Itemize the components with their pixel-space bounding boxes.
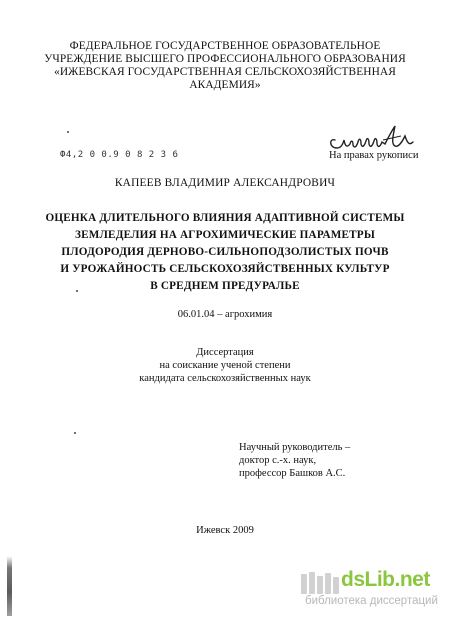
organization-line: УЧРЕЖДЕНИЕ ВЫСШЕГО ПРОФЕССИОНАЛЬНОГО ОБРАЗОВАНИЯ	[44, 53, 406, 65]
supervisor-line: доктор с.-х. наук,	[239, 455, 317, 466]
watermark-logo: dsLib.net	[341, 568, 430, 591]
organization-line: АКАДЕМИЯ»	[189, 79, 261, 91]
library-stamp-number: Ф4,2 0 0.9 0 8 2 3 6	[60, 150, 179, 160]
title-line: И УРОЖАЙНОСТЬ СЕЛЬСКОХОЗЯЙСТВЕННЫХ КУЛЬТУР	[60, 263, 390, 275]
book-stack-icon	[297, 570, 345, 596]
organization-line: «ИЖЕВСКАЯ ГОСУДАРСТВЕННАЯ СЕЛЬСКОХОЗЯЙСТВЕННАЯ	[54, 66, 396, 78]
organization-line: ФЕДЕРАЛЬНОЕ ГОСУДАРСТВЕННОЕ ОБРАЗОВАТЕЛЬНОЕ	[69, 40, 381, 52]
author-name: КАПЕЕВ ВЛАДИМИР АЛЕКСАНДРОВИЧ	[114, 177, 336, 189]
supervisor-line: Научный руководитель –	[239, 442, 351, 453]
scan-speck	[74, 432, 76, 434]
title-line: ЗЕМЛЕДЕЛИЯ НА АГРОХИМИЧЕСКИЕ ПАРАМЕТРЫ	[74, 229, 376, 241]
rights-note: На правах рукописи	[329, 150, 419, 161]
dissertation-title	[0, 210, 450, 295]
degree-line: на соискание ученой степени	[159, 360, 291, 371]
watermark	[297, 568, 447, 618]
specialty-code: 06.01.04 – агрохимия	[177, 309, 273, 320]
degree-line: Диссертация	[196, 347, 254, 358]
title-line: В СРЕДНЕМ ПРЕДУРАЛЬЕ	[150, 280, 300, 292]
scan-edge-mark	[7, 556, 12, 616]
degree-line: кандидата сельскохозяйственных наук	[139, 373, 311, 384]
organization-header	[0, 40, 450, 92]
supervisor-block	[239, 441, 350, 480]
scan-speck	[67, 131, 69, 133]
title-line: ОЦЕНКА ДЛИТЕЛЬНОГО ВЛИЯНИЯ АДАПТИВНОЙ СИСТЕМЫ	[45, 212, 405, 224]
place-and-year: Ижевск 2009	[196, 525, 254, 536]
watermark-tagline: библиотека диссертаций	[305, 595, 438, 607]
supervisor-line: профессор Башков А.С.	[239, 468, 346, 479]
title-line: ПЛОДОРОДИЯ ДЕРНОВО-СИЛЬНОПОДЗОЛИСТЫХ ПОЧВ	[61, 246, 389, 258]
degree-statement	[0, 346, 450, 385]
